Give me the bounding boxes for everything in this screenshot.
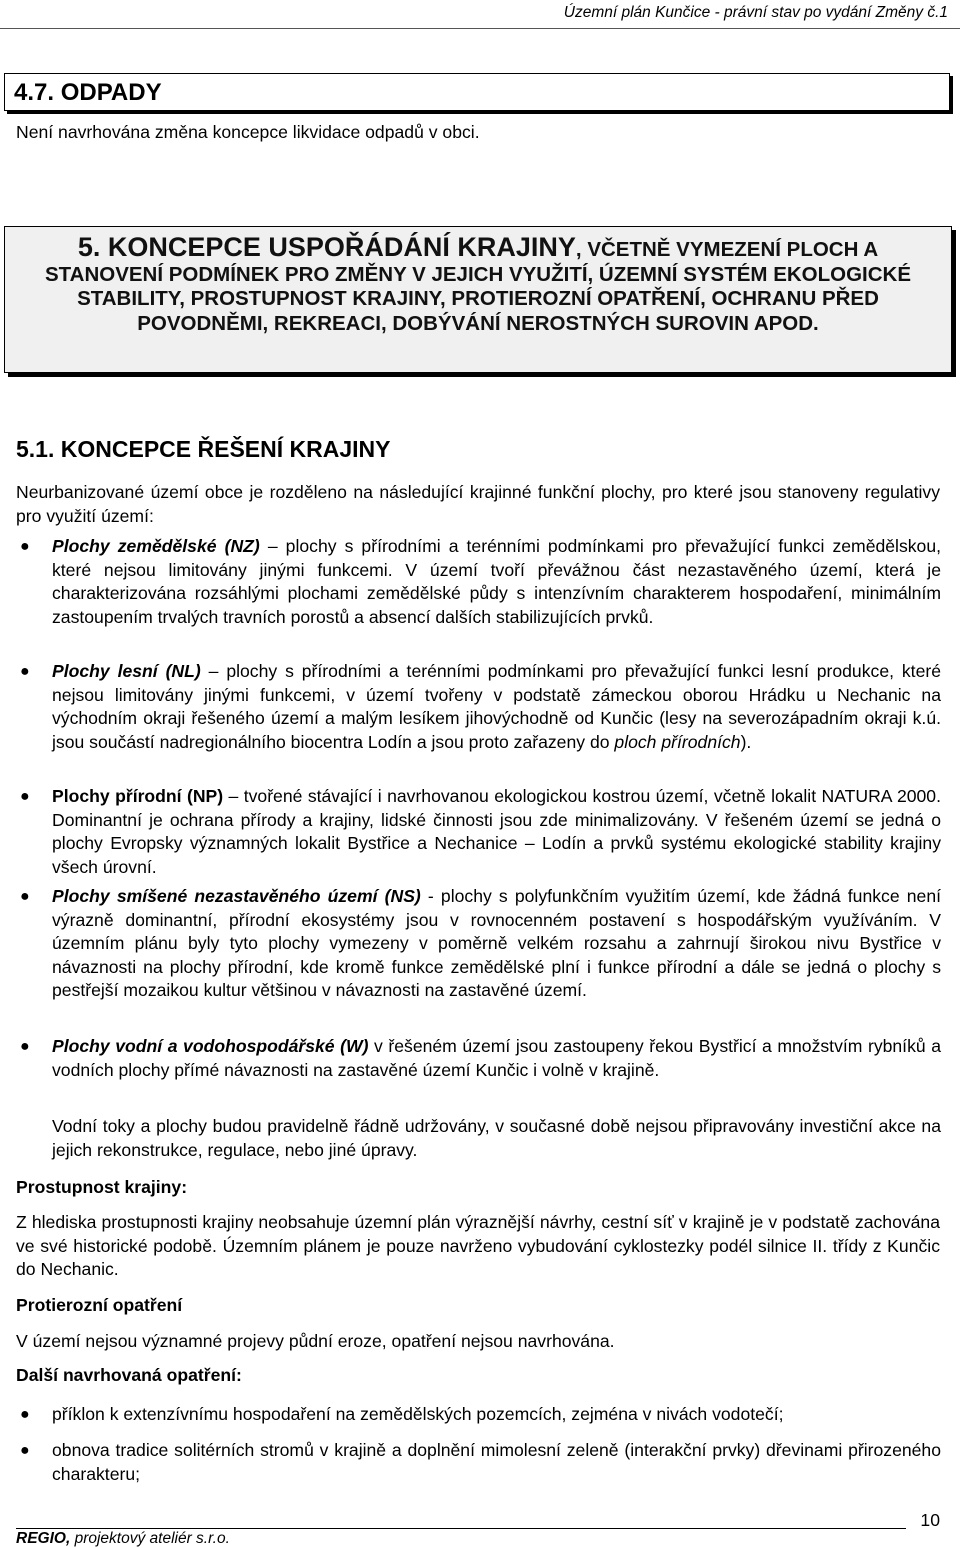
item-term: Plochy zemědělské (NZ) [52,536,260,556]
list-item [20,1439,941,1486]
bullet-icon: ● [20,1406,30,1423]
bullet-icon: ● [20,1442,30,1459]
list-item [20,535,942,629]
section-5-box [4,226,952,373]
list-item [20,660,941,754]
water-note: Vodní toky a plochy budou pravidelně řádně udržovány, v současné době nejsou připravovány investiční akce na jejich rekonstrukce, regulace, nebo jiné úpravy. [52,1116,941,1160]
item-term: Plochy přírodní (NP) [52,786,224,806]
protierozni-text: V území nejsou významné projevy půdní eroze, opatření nejsou navrhována. [16,1331,615,1351]
section-47-title: 4.7. ODPADY [14,79,162,106]
document-header: Územní plán Kunčice - právní stav po vydání Změny č.1 [563,4,948,21]
footer-rule [16,1528,906,1529]
header-rule [0,28,960,29]
footer-company [16,1530,230,1548]
dalsi-title: Další navrhovaná opatření: [16,1365,242,1385]
item-text: obnova tradice solitérních stromů v krajině a doplnění mimolesní zeleně (interakční prvky) dřevinami přirozeného charakteru; [52,1440,941,1484]
section-51-intro: Neurbanizované území obce je rozděleno na následující krajinné funkční plochy, pro které jsou stanoveny regulativy pro využití území: [16,482,940,526]
section-51-title: 5.1. KONCEPCE ŘEŠENÍ KRAJINY [16,436,391,462]
item-term: Plochy vodní a vodohospodářské (W) [52,1036,369,1056]
bullet-icon: ● [20,788,30,805]
item-text: – plochy s přírodními a terénními podmínkami pro převažující funkci zemědělskou, které nejsou limitovány jinými funkcemi. V území tvoří převážnou část nezastavěného území, která je charakterizována rozsáhlými plochami zemědělské půdy s intenzívním charakterem hospodaření, minimálním zastoupením trvalých travních porostů a absencí dalších stabilizujících prvků. [52,536,942,627]
prostupnost-text: Z hlediska prostupnosti krajiny neobsahuje územní plán výraznější návrhy, cestní síť v krajině je v podstatě zachována ve své historické podobě. Územním plánem je pouze navrženo vybudování cyklostezky podél silnice II. třídy z Kunčic do Nechanic. [16,1212,940,1279]
item-term: Plochy smíšené nezastavěného území (NS) [52,886,421,906]
section-5-title-main: 5. KONCEPCE USPOŘÁDÁNÍ KRAJINY [77,232,576,262]
section-5-title [5,227,951,336]
list-item [20,885,941,1003]
bullet-icon: ● [20,1038,30,1055]
bullet-icon: ● [20,888,30,905]
page-number: 10 [920,1510,940,1530]
item-text: - plochy s polyfunkčním využitím území, kde žádná funkce není výrazně dominantní, přírodní ekosystémy jsou v rovnocenném postavení s hospodářským využíváním. V územním plánu byly tyto plochy vymezeny v poměrně velkém rozsahu a zahrnují širokou nivu Bystřice v návaznosti na plochy přírodní, kde kromě funkce zemědělské plní i funkce přírodní a dále se jedná o plochy s pestřejší mozaikou kultur většinou v návaznosti na zastavěné území. [52,886,941,1000]
bullet-icon: ● [20,538,30,555]
item-term: Plochy lesní (NL) [52,661,201,681]
section-5-title-rest: , VČETNĚ VYMEZENÍ PLOCH A STANOVENÍ PODMÍNEK PRO ZMĚNY V JEJICH VYUŽITÍ, ÚZEMNÍ SYSTÉM EKOLOGICKÉ STABILITY, PROSTUPNOST KRAJINY, PROTIEROZNÍ OPATŘENÍ, OCHRANU PŘED POVODNĚMI, REKREACI, DOBÝVÁNÍ NEROSTNÝCH SUROVIN APOD. [44,238,912,335]
item-text-italic: ploch přírodních [614,731,741,752]
list-item [20,785,941,879]
bullet-icon: ● [20,663,30,680]
protierozni-title: Protierozní opatření [16,1295,183,1315]
item-text: v řešeném území jsou zastoupeny řekou Bystřicí a množstvím rybníků a vodních plochy přímé návaznosti na zastavěné území Kunčic i volně v krajině. [52,1036,941,1080]
footer-company-name: REGIO, projektový ateliér s.r.o. [16,1530,230,1547]
item-text: příklon k extenzívnímu hospodaření na zemědělských pozemcích, zejména v nivách vodotečí; [52,1404,784,1424]
section-47-text: Není navrhována změna koncepce likvidace odpadů v obci. [16,122,480,142]
item-text: – tvořené stávající i navrhovanou ekologickou kostrou území, včetně lokalit NATURA 2000. Dominantní je ochrana přírody a krajiny, lidské činnosti jsou zde minimalizovány. V řešeném území se jedná o plochy Evropsky významných lokalit Bystřice a Nechanice – Lodín a prvků systému ekologické stability krajiny všech úrovní. [52,786,941,877]
prostupnost-title: Prostupnost krajiny: [16,1177,188,1197]
list-item [20,1403,941,1427]
list-item [20,1035,941,1082]
item-text: – plochy s přírodními a terénními podmínkami pro převažující funkci lesní produkce, které nejsou limitovány jinými funkcemi, v území tvořeny v podstatě zámeckou oborou Hrádku u Nechanic na východním okraji řešeného území a malým lesíkem jihovýchodně od Kunčic (lesy na severozápadním okraji k.ú. jsou součástí nadregionálního biocentra Lodín a jsou proto zařazeny do [52,661,941,752]
item-text-tail: ). [740,731,752,752]
section-47-box [4,73,950,111]
